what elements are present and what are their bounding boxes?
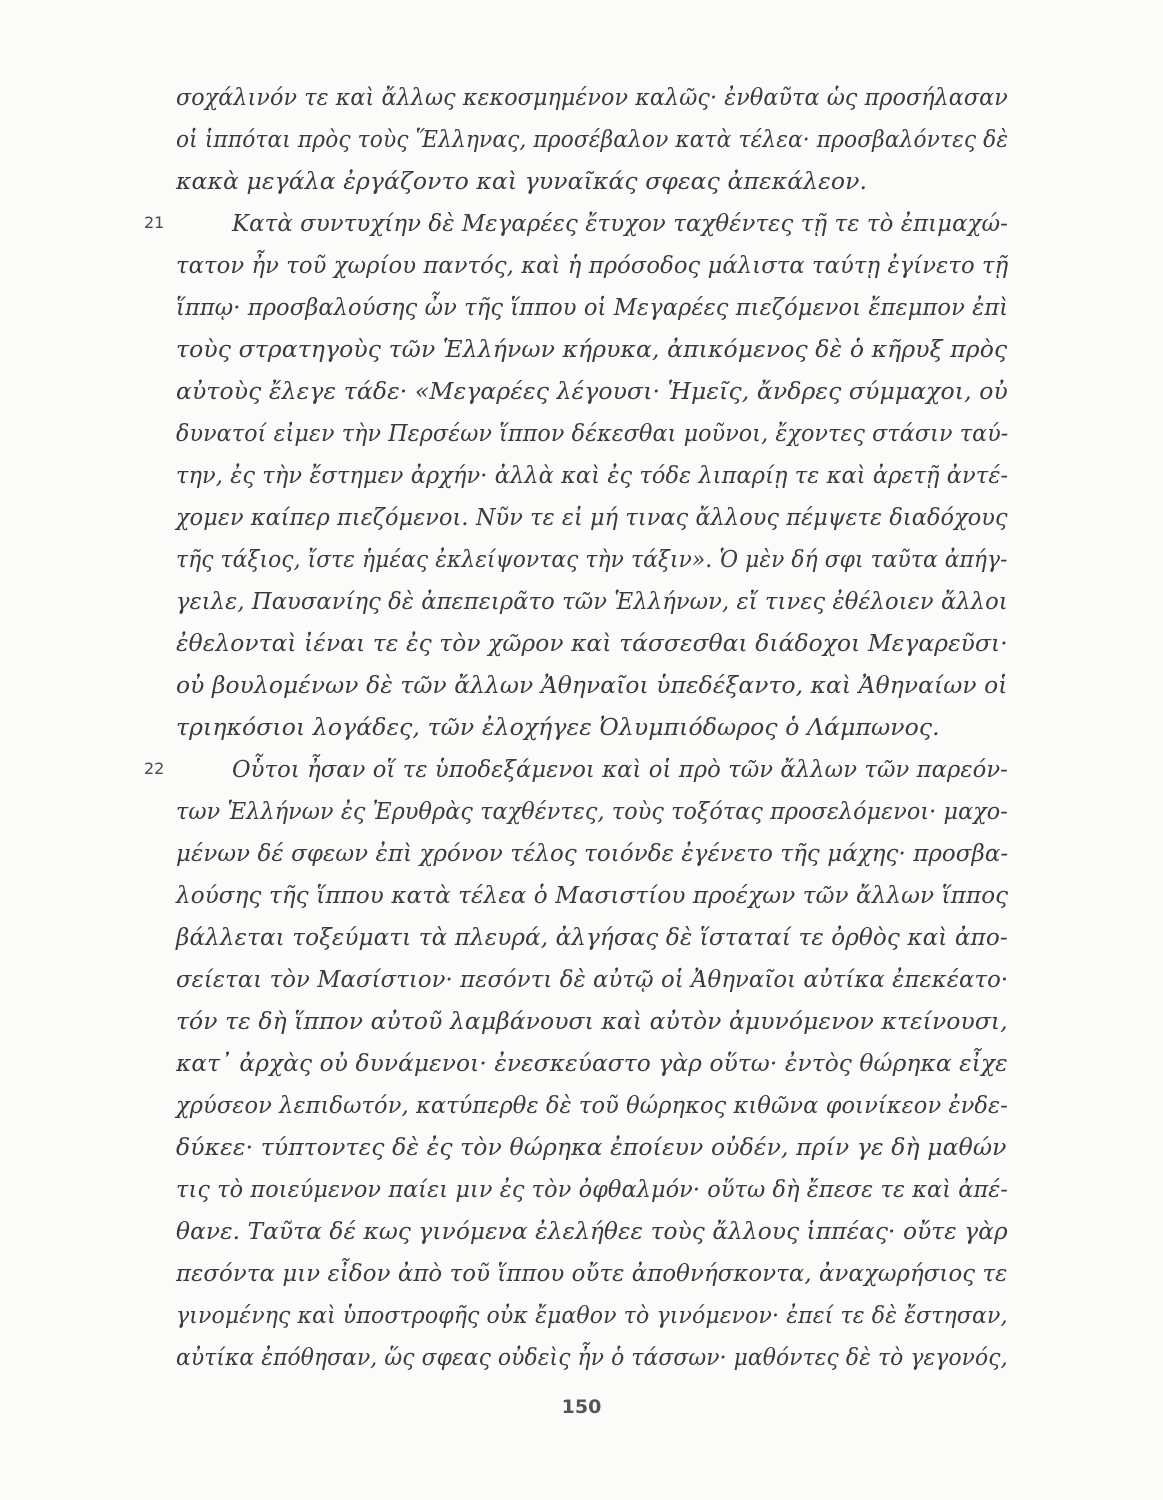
text-line: οἱ ἱππόται πρὸς τοὺς Ἕλληνας, προσέβαλον κατὰ τέλεα· προσβαλόντες δὲ bbox=[176, 125, 1009, 153]
section-number-22: 22 bbox=[144, 759, 165, 778]
text-line: δυνατοί εἰμεν τὴν Περσέων ἵππον δέκεσθαι μοῦνοι, ἔχοντες στάσιν ταύ- bbox=[176, 419, 1009, 447]
text-line: πεσόντα μιν εἶδον ἀπὸ τοῦ ἵππου οὔτε ἀποθνήσκοντα, ἀναχωρήσιος τε bbox=[176, 1259, 1008, 1287]
text-line: σοχάλινόν τε καὶ ἄλλως κεκοσμημένον καλῶς· ἐνθαῦτα ὡς προσήλασαν bbox=[176, 83, 1008, 111]
text-line: βάλλεται τοξεύματι τὰ πλευρά, ἀλγήσας δὲ ἵσταταί τε ὀρθὸς καὶ ἀπο- bbox=[176, 923, 1008, 951]
text-line: οὐ βουλομένων δὲ τῶν ἄλλων Ἀθηναῖοι ὑπεδέξαντο, καὶ Ἀθηναίων οἱ bbox=[176, 671, 1008, 699]
text-line: μένων δέ σφεων ἐπὶ χρόνον τέλος τοιόνδε ἐγένετο τῆς μάχης· προσβα- bbox=[176, 839, 1009, 867]
text-line: τις τὸ ποιεύμενον παίει μιν ἐς τὸν ὀφθαλμόν· οὕτω δὴ ἔπεσε τε καὶ ἀπέ- bbox=[176, 1175, 1009, 1203]
text-line: γειλε, Παυσανίης δὲ ἀπεπειρᾶτο τῶν Ἑλλήνων, εἴ τινες ἐθέλοιεν ἄλλοι bbox=[176, 587, 1008, 615]
text-line: Οὗτοι ἦσαν οἵ τε ὑποδεξάμενοι καὶ οἱ πρὸ τῶν ἄλλων τῶν παρεόν- bbox=[232, 755, 1008, 783]
text-line: τατον ἦν τοῦ χωρίου παντός, καὶ ἡ πρόσοδος μάλιστα ταύτῃ ἐγίνετο τῇ bbox=[176, 251, 1009, 279]
text-line: Κατὰ συντυχίην δὲ Μεγαρέες ἔτυχον ταχθέντες τῇ τε τὸ ἐπιμαχώ- bbox=[232, 209, 1008, 237]
text-line: λούσης τῆς ἵππου κατὰ τέλεα ὁ Μασιστίου προέχων τῶν ἄλλων ἵππος bbox=[176, 881, 1009, 909]
text-line: θανε. Ταῦτα δέ κως γινόμενα ἐλελήθεε τοὺς ἄλλους ἱππέας· οὔτε γὰρ bbox=[176, 1217, 1008, 1245]
text-line: τῆς τάξιος, ἴστε ἡμέας ἐκλείψοντας τὴν τάξιν». Ὁ μὲν δή σφι ταῦτα ἀπήγ- bbox=[176, 545, 1008, 573]
text-line: κατ᾽ ἀρχὰς οὐ δυνάμενοι· ἐνεσκεύαστο γὰρ οὕτω· ἐντὸς θώρηκα εἶχε bbox=[176, 1049, 1008, 1077]
text-line: χρύσεον λεπιδωτόν, κατύπερθε δὲ τοῦ θώρηκος κιθῶνα φοινίκεον ἐνδε- bbox=[176, 1091, 1008, 1119]
text-line: τόν τε δὴ ἵππον αὐτοῦ λαμβάνουσι καὶ αὐτὸν ἀμυνόμενον κτείνουσι, bbox=[176, 1007, 1008, 1035]
page-number: 150 bbox=[561, 1396, 602, 1418]
text-line: γινομένης καὶ ὑποστροφῆς οὐκ ἔμαθον τὸ γινόμενον· ἐπεί τε δὲ ἔστησαν, bbox=[176, 1301, 1008, 1329]
text-line: δύκεε· τύπτοντες δὲ ἐς τὸν θώρηκα ἐποίευν οὐδέν, πρίν γε δὴ μαθών bbox=[176, 1133, 1007, 1161]
text-line: τριηκόσιοι λογάδες, τῶν ἐλοχήγεε Ὀλυμπιόδωρος ὁ Λάμπωνος. bbox=[176, 713, 940, 741]
text-line: τοὺς στρατηγοὺς τῶν Ἑλλήνων κήρυκα, ἀπικόμενος δὲ ὁ κῆρυξ πρὸς bbox=[176, 335, 1008, 363]
text-line: αὐτίκα ἐπόθησαν, ὥς σφεας οὐδεὶς ἦν ὁ τάσσων· μαθόντες δὲ τὸ γεγονός, bbox=[176, 1343, 1008, 1371]
text-line: την, ἐς τὴν ἔστημεν ἀρχήν· ἀλλὰ καὶ ἐς τόδε λιπαρίῃ τε καὶ ἀρετῇ ἀντέ- bbox=[176, 461, 1009, 489]
text-line: των Ἑλλήνων ἐς Ἐρυθρὰς ταχθέντες, τοὺς τοξότας προσελόμενοι· μαχο- bbox=[176, 797, 1008, 825]
text-line: ἐθελονταὶ ἰέναι τε ἐς τὸν χῶρον καὶ τάσσεσθαι διάδοχοι Μεγαρεῦσι· bbox=[176, 629, 1008, 657]
text-line: κακὰ μεγάλα ἐργάζοντο καὶ γυναῖκάς σφεας ἀπεκάλεον. bbox=[176, 167, 868, 195]
section-number-21: 21 bbox=[144, 213, 165, 232]
text-line: αὐτοὺς ἔλεγε τάδε· «Μεγαρέες λέγουσι· Ἡμεῖς, ἄνδρες σύμμαχοι, οὐ bbox=[176, 377, 1008, 405]
text-line: σείεται τὸν Μασίστιον· πεσόντι δὲ αὐτῷ οἱ Ἀθηναῖοι αὐτίκα ἐπεκέατο· bbox=[176, 965, 1009, 993]
text-line: ἵππῳ· προσβαλούσης ὦν τῆς ἵππου οἱ Μεγαρέες πιεζόμενοι ἔπεμπον ἐπὶ bbox=[176, 293, 1009, 321]
text-line: χομεν καίπερ πιεζόμενοι. Νῦν τε εἰ μή τινας ἄλλους πέμψετε διαδόχους bbox=[176, 503, 1008, 531]
